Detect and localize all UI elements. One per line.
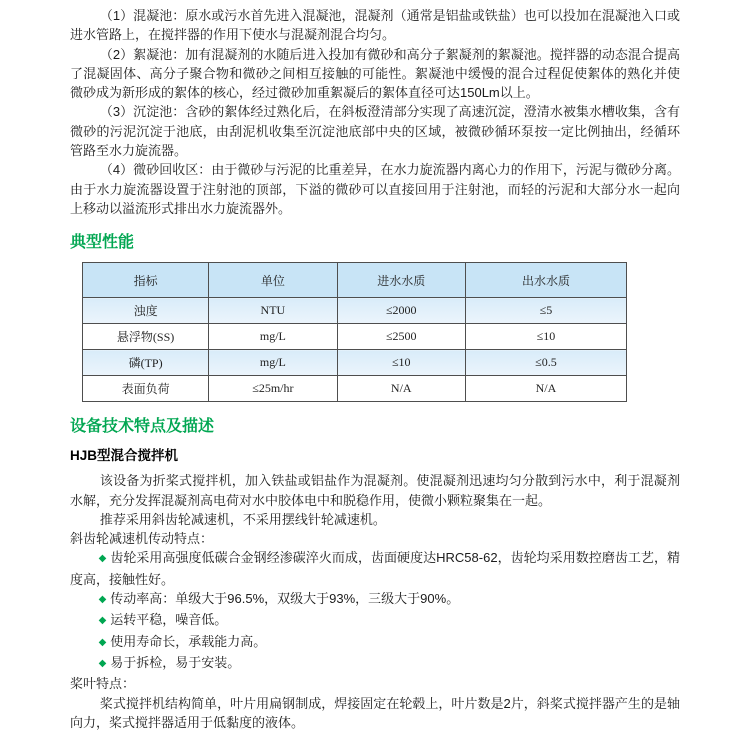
table-cell-indicator: 表面负荷 xyxy=(83,376,209,402)
bullet-text: 使用寿命长，承载能力高。 xyxy=(110,633,267,649)
diamond-bullet-icon: ◆ xyxy=(98,615,107,627)
gear-features-list xyxy=(70,548,680,674)
table-cell-unit: NTU xyxy=(209,298,337,324)
diamond-bullet-icon: ◆ xyxy=(98,657,107,669)
diamond-bullet-icon: ◆ xyxy=(98,594,107,606)
table-cell-indicator: 磷(TP) xyxy=(83,350,209,376)
table-cell-unit: ≤25m/hr xyxy=(209,376,337,402)
bullet-text: 传动率高：单级大于96.5%，双级大于93%，三级大于90%。 xyxy=(110,591,460,607)
mixer-model-subheading: HJB型混合搅拌机 xyxy=(70,448,179,464)
table-body xyxy=(83,298,627,402)
table-row xyxy=(83,376,627,402)
table-cell-outflow: ≤10 xyxy=(465,324,626,350)
bullet-item xyxy=(70,653,680,674)
table-cell-inflow: N/A xyxy=(337,376,465,402)
table-row xyxy=(83,324,627,350)
features-heading: 设备技术特点及描述 xyxy=(70,418,215,436)
diamond-bullet-icon: ◆ xyxy=(98,636,107,648)
table-header-cell: 出水水质 xyxy=(465,263,626,298)
performance-heading: 典型性能 xyxy=(70,234,135,252)
bullet-text: 运转平稳，噪音低。 xyxy=(110,612,228,628)
performance-table xyxy=(82,262,627,402)
bullet-item xyxy=(70,548,680,589)
feature-paragraph: 推荐采用斜齿轮减速机，不采用摆线针轮减速机。 xyxy=(99,511,386,527)
paddle-features-title: 桨叶特点： xyxy=(70,676,136,692)
table-cell-outflow: ≤5 xyxy=(465,298,626,324)
bullet-text: 易于拆检，易于安装。 xyxy=(110,654,241,670)
process-description-section xyxy=(70,6,680,218)
mixer-description-section xyxy=(70,471,680,529)
table-header-cell: 指标 xyxy=(83,263,209,298)
table-header-cell: 进水水质 xyxy=(337,263,465,298)
table-cell-unit: mg/L xyxy=(209,350,337,376)
diamond-bullet-icon: ◆ xyxy=(98,553,107,565)
table-cell-inflow: ≤2500 xyxy=(337,324,465,350)
table-cell-outflow: ≤0.5 xyxy=(465,350,626,376)
intro-paragraph: （3）沉淀池：含砂的絮体经过熟化后，在斜板澄清部分实现了高速沉淀，澄清水被集水槽收集，含有微砂的污泥沉淀于池底，由刮泥机收集至沉淀池底部中央的区域，被微砂循环泵按一定比例抽出，经循环管路至水力旋流器。 xyxy=(70,104,680,159)
table-header-cell: 单位 xyxy=(209,263,337,298)
intro-paragraph: （2）絮凝池：加有混凝剂的水随后进入投加有微砂和高分子絮凝剂的絮凝池。搅拌器的动态混合提高了混凝固体、高分子聚合物和微砂之间相互接触的可能性。絮凝池中缓慢的混合过程促使絮体的熟化并使微砂成为新形成的絮体的核心，经过微砂加重絮凝后的絮体直径可达150Lm以上。 xyxy=(70,46,680,101)
table-cell-inflow: ≤10 xyxy=(337,350,465,376)
paddle-paragraph: 桨式搅拌机结构简单，叶片用扁钢制成，焊接固定在轮毂上，叶片数是2片，斜桨式搅拌器产生的是轴向力，桨式搅拌器适用于低黏度的液体。 xyxy=(70,695,680,730)
bullet-text: 齿轮采用高强度低碳合金钢经渗碳淬火而成，齿面硬度达HRC58-62，齿轮均采用数控磨齿工艺，精度高，接触性好。 xyxy=(70,550,680,587)
table-cell-indicator: 悬浮物(SS) xyxy=(83,324,209,350)
table-cell-inflow: ≤2000 xyxy=(337,298,465,324)
intro-paragraph: （4）微砂回收区：由于微砂与污泥的比重差异，在水力旋流器内离心力的作用下，污泥与微砂分离。由于水力旋流器设置于注射池的顶部，下溢的微砂可以直接回用于注射池，而轻的污泥和大部分水一起向上移动以溢流形式排出水力旋流器外。 xyxy=(70,162,680,216)
table-cell-indicator: 浊度 xyxy=(83,298,209,324)
table-row xyxy=(83,298,627,324)
feature-paragraph: 该设备为折桨式搅拌机，加入铁盐或铝盐作为混凝剂。使混凝剂迅速均匀分散到污水中，利于混凝剂水解，充分发挥混凝剂高电荷对水中胶体电中和脱稳作用，使微小颗粒聚集在一起。 xyxy=(70,473,680,508)
bullet-item xyxy=(70,610,680,631)
table-cell-outflow: N/A xyxy=(465,376,626,402)
intro-paragraph: （1）混凝池：原水或污水首先进入混凝池，混凝剂（通常是铝盐或铁盐）也可以投加在混凝池入口或进水管路上，在搅拌器的作用下使水与混凝剂混合均匀。 xyxy=(70,8,680,43)
table-cell-unit: mg/L xyxy=(209,324,337,350)
bullet-item xyxy=(70,632,680,653)
table-row xyxy=(83,350,627,376)
table-header-row xyxy=(83,263,627,298)
bullet-item xyxy=(70,589,680,610)
gear-features-title: 斜齿轮减速机传动特点： xyxy=(70,531,214,547)
